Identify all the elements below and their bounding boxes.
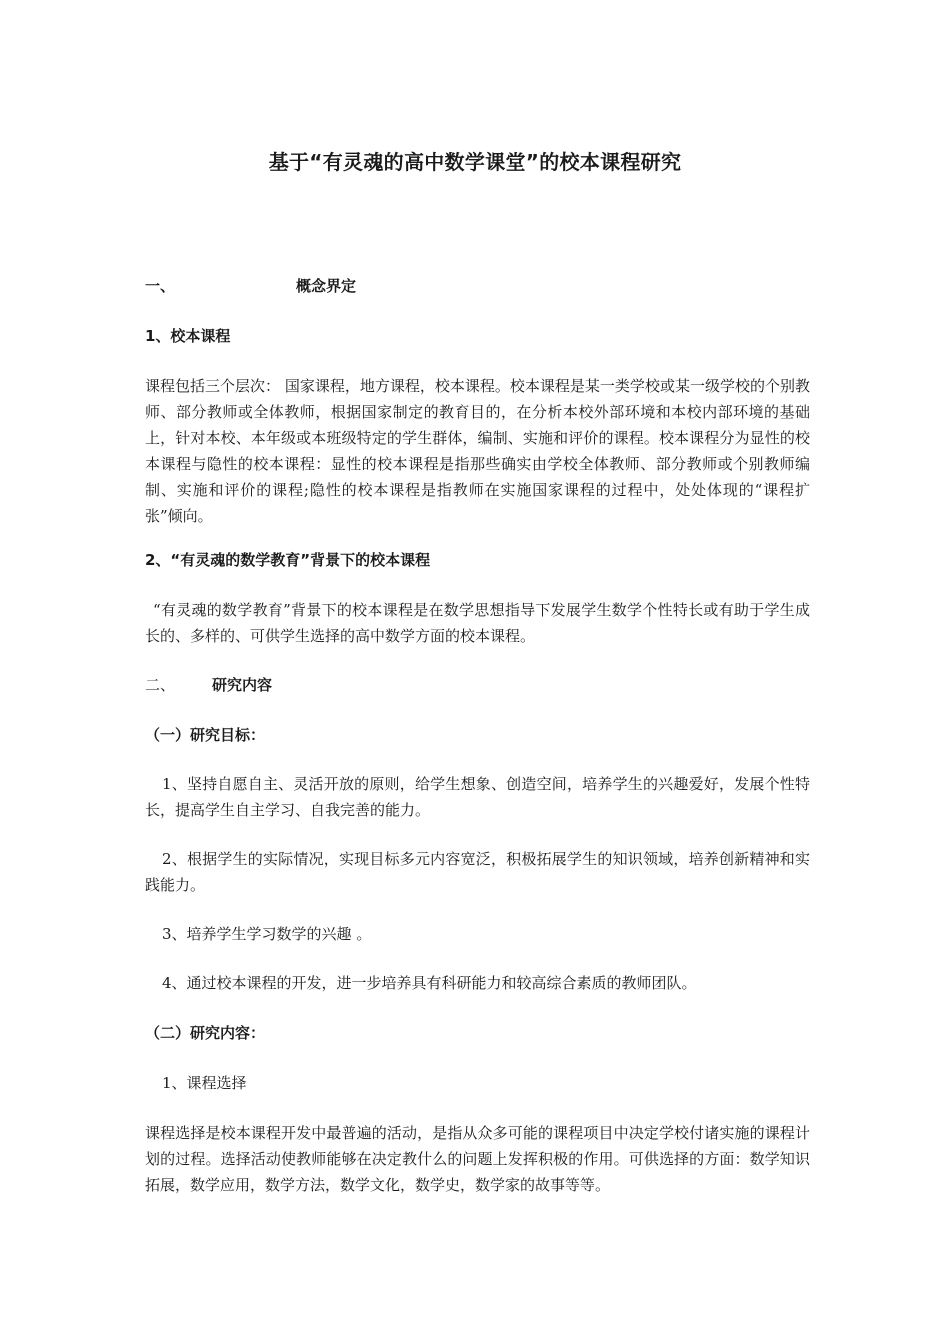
content-item-1-paragraph: 课程选择是校本课程开发中最普遍的活动，是指从众多可能的课程项目中决定学校付诸实施的课程计划的过程。选择活动使教师能够在决定教什么的问题上发挥积极的作用。可供选择的方面：数学知识拓展，数学应用，数学方法，数学文化，数学史，数学家的故事等等。	[145, 1124, 810, 1194]
section-2-title: 研究内容	[212, 676, 273, 694]
document-title: 基于“有灵魂的高中数学课堂”的校本课程研究	[268, 150, 682, 174]
section-2-heading	[145, 672, 810, 698]
subsection-1-1-heading: 1、校本课程	[145, 327, 231, 345]
research-content-heading: （二）研究内容：	[145, 1024, 266, 1042]
section-1-number: 一、	[145, 277, 176, 295]
goal-item-4: 4、通过校本课程的开发，进一步培养具有科研能力和较高综合素质的教师团队。	[162, 974, 697, 992]
subsection-1-1-paragraph: 课程包括三个层次： 国家课程，地方课程，校本课程。校本课程是某一类学校或某一级学校的个别教师、部分教师或全体教师，根据国家制定的教育目的，在分析本校外部环境和本校内部环境的基础上，针对本校、本年级或本班级特定的学生群体，编制、实施和评价的课程。校本课程分为显性的校本课程与隐性的校本课程：显性的校本课程是指那些确实由学校全体教师、部分教师或个别教师编制、实施和评价的课程;隐性的校本课程是指教师在实施国家课程的过程中，处处体现的“课程扩张”倾向。	[145, 377, 810, 525]
section-1-title: 概念界定	[296, 277, 357, 295]
goal-item-3: 3、培养学生学习数学的兴趣 。	[162, 925, 372, 943]
subsection-1-2-heading: 2、“有灵魂的数学教育”背景下的校本课程	[145, 551, 431, 569]
section-2-number: 二、	[145, 676, 176, 694]
goal-item-2: 2、根据学生的实际情况，实现目标多元内容宽泛，积极拓展学生的知识领域，培养创新精神和实践能力。	[145, 850, 810, 894]
goal-item-1: 1、坚持自愿自主、灵活开放的原则，给学生想象、创造空间，培养学生的兴趣爱好，发展个性特长，提高学生自主学习、自我完善的能力。	[145, 775, 810, 819]
content-item-1-heading: 1、课程选择	[162, 1074, 247, 1092]
research-goals-heading: （一）研究目标：	[145, 726, 266, 744]
section-1-heading	[145, 273, 810, 299]
subsection-1-2-paragraph: “有灵魂的数学教育”背景下的校本课程是在数学思想指导下发展学生数学个性特长或有助于学生成长的、多样的、可供学生选择的高中数学方面的校本课程。	[145, 601, 810, 645]
